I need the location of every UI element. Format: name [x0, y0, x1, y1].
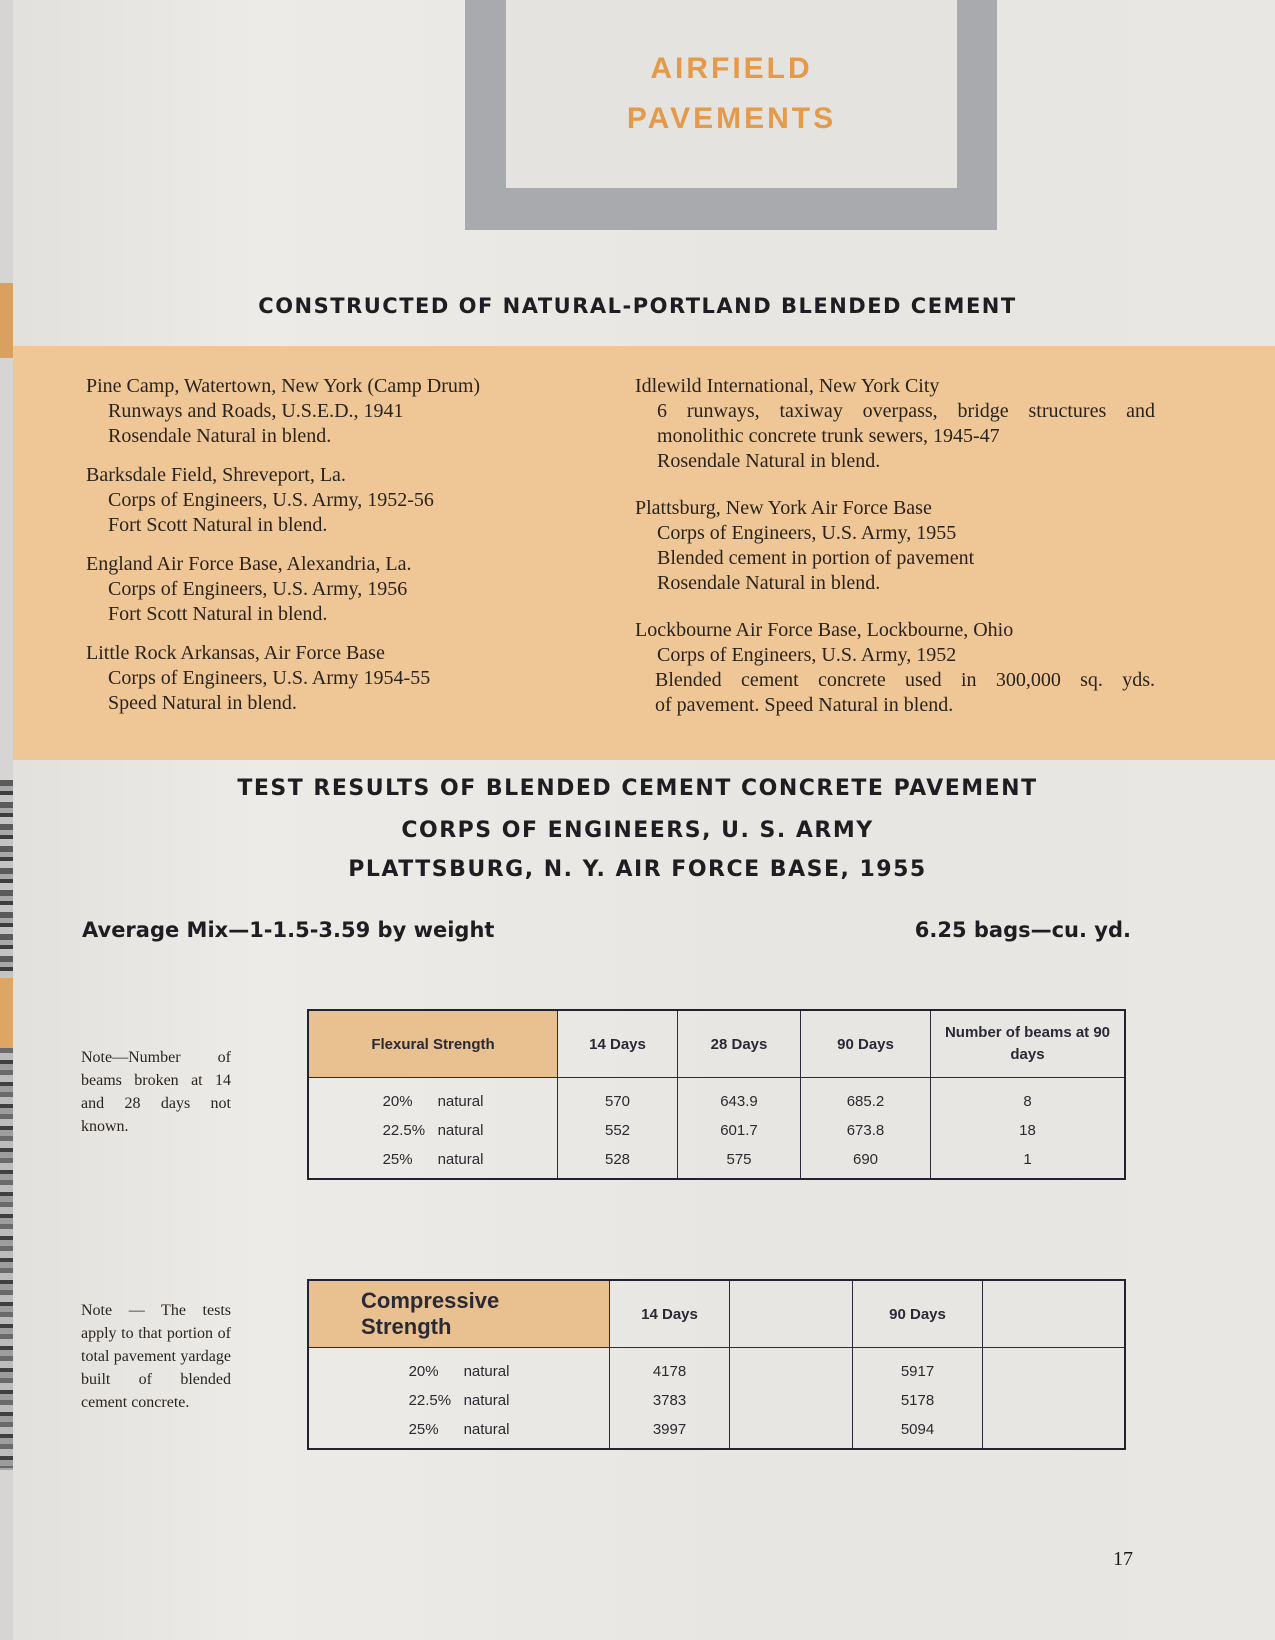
project-detail: Rosendale Natural in blend. — [657, 572, 881, 594]
projects-right-column — [635, 374, 1155, 740]
title-line-2: PAVEMENTS — [626, 102, 837, 135]
project-name: England Air Force Base, Alexandria, La. — [86, 553, 412, 575]
compressive-note: Note — The tests apply to that portion of total pavement yardage built of blended cement concrete. — [81, 1302, 231, 1411]
table-title — [308, 1280, 610, 1348]
table-cell: 552 — [604, 1122, 631, 1139]
table-cell: 690 — [852, 1151, 879, 1168]
bags-per-cubic-yard: 6.25 bags—cu. yd. — [914, 918, 1131, 942]
flexural-note: Note—Number of beams broken at 14 and 28 days not known. — [81, 1049, 231, 1135]
column-14-days — [610, 1348, 730, 1450]
project-name: Idlewild International, New York City — [635, 375, 940, 397]
project-detail: monolithic concrete trunk sewers, 1945-47 — [657, 425, 1000, 447]
project-detail: Corps of Engineers, U.S. Army, 1956 — [108, 578, 408, 600]
empty-column — [983, 1348, 1126, 1450]
table-row-label — [309, 1145, 557, 1174]
project-name: Little Rock Arkansas, Air Force Base — [86, 642, 385, 664]
row-label: natural — [437, 1151, 484, 1168]
project-name: Plattsburg, New York Air Force Base — [635, 497, 932, 519]
table-row-label — [309, 1357, 609, 1386]
project-detail: Corps of Engineers, U.S. Army 1954-55 — [108, 667, 431, 689]
title-line-1: AIRFIELD — [650, 52, 813, 85]
table-cell: 4178 — [652, 1363, 687, 1380]
pct-value: 20% — [408, 1363, 439, 1380]
project-detail: 6 runways, taxiway overpass, bridge structures and — [657, 400, 1155, 422]
adjacent-page-photo-edge-lower — [0, 1048, 13, 1468]
project-detail: Fort Scott Natural in blend. — [108, 514, 328, 536]
project-name: Lockbourne Air Force Base, Lockbourne, Ohio — [635, 619, 1014, 641]
projects-band — [13, 346, 1275, 760]
empty-column — [730, 1348, 853, 1450]
mix-label-column — [308, 1078, 558, 1180]
constructed-heading: CONSTRUCTED OF NATURAL-PORTLAND BLENDED CEMENT — [258, 294, 1017, 318]
table-cell: 5178 — [900, 1392, 935, 1409]
project-entry — [635, 496, 1155, 596]
project-detail: Corps of Engineers, U.S. Army, 1952-56 — [108, 489, 434, 511]
table-cell: 5094 — [900, 1421, 935, 1438]
project-name: Pine Camp, Watertown, New York (Camp Drum) — [86, 375, 481, 397]
table-cell: 528 — [604, 1151, 631, 1168]
row-label: natural — [463, 1363, 510, 1380]
project-detail: Corps of Engineers, U.S. Army, 1955 — [657, 522, 957, 544]
row-label: natural — [437, 1122, 484, 1139]
project-detail: Fort Scott Natural in blend. — [108, 603, 328, 625]
project-detail: Rosendale Natural in blend. — [657, 450, 881, 472]
pct-value: 25% — [382, 1151, 413, 1168]
column-header: 14 Days — [610, 1280, 730, 1348]
table-cell: 570 — [604, 1093, 631, 1110]
column-header: 14 Days — [558, 1010, 678, 1078]
table-title-line-1: Compressive — [361, 1288, 500, 1313]
table-row-label — [309, 1386, 609, 1415]
row-label: natural — [463, 1421, 510, 1438]
title-box — [506, 0, 957, 188]
table-cell: 601.7 — [720, 1122, 758, 1139]
column-28-days — [678, 1078, 801, 1180]
project-detail: Blended cement in portion of pavement — [657, 547, 975, 569]
project-entry — [635, 618, 1155, 718]
table-cell: 5917 — [900, 1363, 935, 1380]
project-detail: Corps of Engineers, U.S. Army, 1952 — [657, 644, 957, 666]
table-row-label — [309, 1415, 609, 1444]
pct-value: 22.5% — [382, 1122, 426, 1139]
project-entry — [86, 463, 606, 538]
project-entry — [635, 374, 1155, 474]
row-label: natural — [437, 1093, 484, 1110]
table-cell: 18 — [1019, 1122, 1036, 1139]
mix-label-column — [308, 1348, 610, 1450]
project-entry — [86, 552, 606, 627]
table-header-row — [308, 1280, 1125, 1348]
table-cell: 673.8 — [846, 1122, 885, 1139]
table-row-label — [309, 1087, 557, 1116]
table-body — [308, 1348, 1125, 1450]
table-title-line-2: Strength — [361, 1314, 452, 1339]
table-cell: 575 — [726, 1151, 752, 1168]
column-header: Number of beams at 90 days — [931, 1010, 1126, 1078]
project-detail: Speed Natural in blend. — [108, 692, 297, 714]
average-mix: Average Mix—1-1.5-3.59 by weight — [82, 918, 495, 942]
project-name: Barksdale Field, Shreveport, La. — [86, 464, 346, 486]
table-row-label — [309, 1116, 557, 1145]
project-detail: Blended cement concrete used in 300,000 sq. yds. — [655, 669, 1155, 691]
table-title: Flexural Strength — [308, 1010, 558, 1078]
table-header-row — [308, 1010, 1125, 1078]
plattsburg-heading: PLATTSBURG, N. Y. AIR FORCE BASE, 1955 — [348, 857, 927, 882]
column-header: 90 Days — [801, 1010, 931, 1078]
column-90-days — [801, 1078, 931, 1180]
table-cell: 3997 — [652, 1421, 687, 1438]
compressive-strength-table — [307, 1279, 1126, 1450]
table-cell: 3783 — [652, 1392, 687, 1409]
page-number: 17 — [1113, 1548, 1133, 1570]
project-detail: of pavement. Speed Natural in blend. — [655, 694, 954, 716]
corps-heading: CORPS OF ENGINEERS, U. S. ARMY — [401, 818, 874, 843]
adjacent-page-orange-mark-lower — [0, 978, 13, 1048]
title-frame — [465, 0, 997, 230]
flexural-strength-table — [307, 1009, 1126, 1180]
project-entry — [86, 641, 606, 716]
column-header: 28 Days — [678, 1010, 801, 1078]
test-results-heading: TEST RESULTS OF BLENDED CEMENT CONCRETE PAVEMENT — [237, 776, 1038, 801]
pct-value: 20% — [382, 1093, 413, 1110]
pct-value: 22.5% — [408, 1392, 452, 1409]
project-entry — [86, 374, 606, 449]
empty-column-header — [983, 1280, 1126, 1348]
column-header: 90 Days — [853, 1280, 983, 1348]
column-beams — [931, 1078, 1126, 1180]
table-cell: 1 — [1023, 1151, 1032, 1168]
empty-column-header — [730, 1280, 853, 1348]
row-label: natural — [463, 1392, 510, 1409]
column-14-days — [558, 1078, 678, 1180]
pct-value: 25% — [408, 1421, 439, 1438]
project-detail: Runways and Roads, U.S.E.D., 1941 — [108, 400, 404, 422]
projects-left-column — [86, 374, 606, 730]
table-cell: 8 — [1023, 1093, 1032, 1110]
column-90-days — [853, 1348, 983, 1450]
table-cell: 643.9 — [720, 1093, 758, 1110]
table-cell: 685.2 — [846, 1093, 885, 1110]
project-detail: Rosendale Natural in blend. — [108, 425, 332, 447]
table-body — [308, 1078, 1125, 1180]
